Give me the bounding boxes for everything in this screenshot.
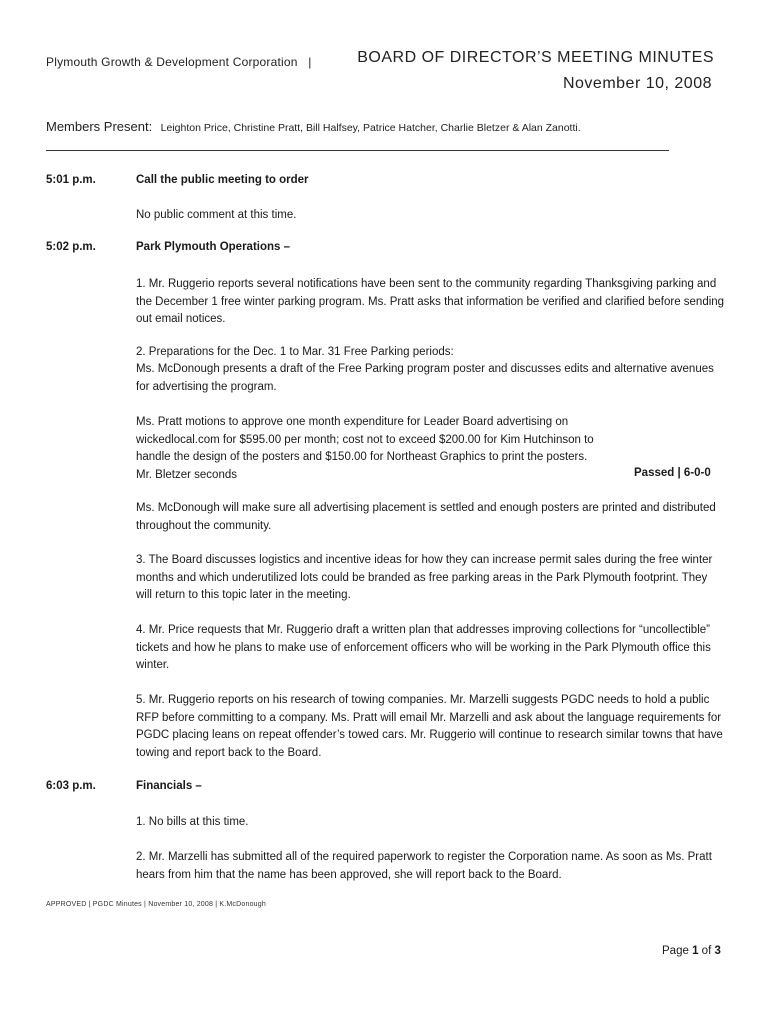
footer-approval-line: APPROVED | PGDC Minutes | November 10, 2008 | K.McDonough: [46, 901, 266, 908]
meeting-date: November 10, 2008: [562, 75, 712, 92]
total-pages: 3: [714, 945, 721, 957]
agenda-time: 6:03 p.m.: [46, 780, 96, 792]
agenda-paragraph: 1. Mr. Ruggerio reports several notifications have been sent to the community regarding Thanksgiving parking and the December 1 free winter parking program. Ms. Pratt asks that information be verified and clarified before sending out email notices.: [136, 278, 725, 326]
agenda-time: 5:01 p.m.: [46, 174, 96, 186]
agenda-paragraph: 2. Preparations for the Dec. 1 to Mar. 31 Free Parking periods:: [136, 346, 454, 358]
agenda-paragraph: 1. No bills at this time.: [136, 816, 249, 828]
current-page: 1: [692, 945, 699, 957]
agenda-paragraph: Ms. McDonough will make sure all advertising placement is settled and enough posters are printed and distributed throughout the community.: [136, 502, 716, 532]
vote-result: Passed | 6-0-0: [634, 467, 711, 479]
document-title: BOARD OF DIRECTOR’S MEETING MINUTES: [357, 49, 714, 66]
agenda-heading: Park Plymouth Operations –: [136, 241, 291, 253]
agenda-paragraph: 2. Mr. Marzelli has submitted all of the required paperwork to register the Corporation name. As soon as Ms. Pratt hears from him that the name has been approved, she will report back to the Board.: [136, 851, 712, 881]
page-number: Page 1 of 3: [662, 945, 721, 957]
agenda-heading: Financials –: [136, 780, 202, 792]
agenda-paragraph: No public comment at this time.: [136, 209, 297, 221]
members-label: Members Present:: [46, 119, 153, 134]
agenda-paragraph: Ms. McDonough presents a draft of the Free Parking program poster and discusses edits and alternative avenues for advertising the program.: [136, 363, 714, 393]
agenda-paragraph: 3. The Board discusses logistics and incentive ideas for how they can increase permit sales during the free winter months and which underutilized lots could be branded as free parking areas in the Park Plymouth footprint. They will return to this topic later in the meeting.: [136, 554, 713, 602]
members-names: Leighton Price, Christine Pratt, Bill Halfsey, Patrice Hatcher, Charlie Bletzer & Alan Zanotti.: [160, 122, 581, 134]
header-divider: [46, 150, 669, 151]
agenda-paragraph: Ms. Pratt motions to approve one month expenditure for Leader Board advertising on wickedlocal.com for $595.00 per month; cost not to exceed $200.00 for Kim Hutchinson to handle the design of the posters and $150.00 for Northeast Graphics to print the posters. Mr. Bletzer seconds: [136, 416, 594, 481]
agenda-time: 5:02 p.m.: [46, 241, 96, 253]
agenda-paragraph: 5. Mr. Ruggerio reports on his research of towing companies. Mr. Marzelli suggests PGDC needs to hold a public RFP before committing to a company. Ms. Pratt will email Mr. Marzelli and ask about the language requirements for PGDC placing leans on repeat offender’s towed cars. Mr. Ruggerio will continue to research similar towns that have towing and report back to the Board.: [136, 694, 723, 759]
organization-name: Plymouth Growth & Development Corporation: [46, 55, 298, 69]
header-separator: |: [308, 55, 312, 69]
agenda-paragraph: 4. Mr. Price requests that Mr. Ruggerio draft a written plan that addresses improving collections for “uncollectible” tickets and how he plans to make use of enforcement officers who will be working in the Park Plymouth office this winter.: [136, 624, 711, 672]
agenda-heading: Call the public meeting to order: [136, 174, 309, 186]
members-present: [46, 118, 716, 136]
